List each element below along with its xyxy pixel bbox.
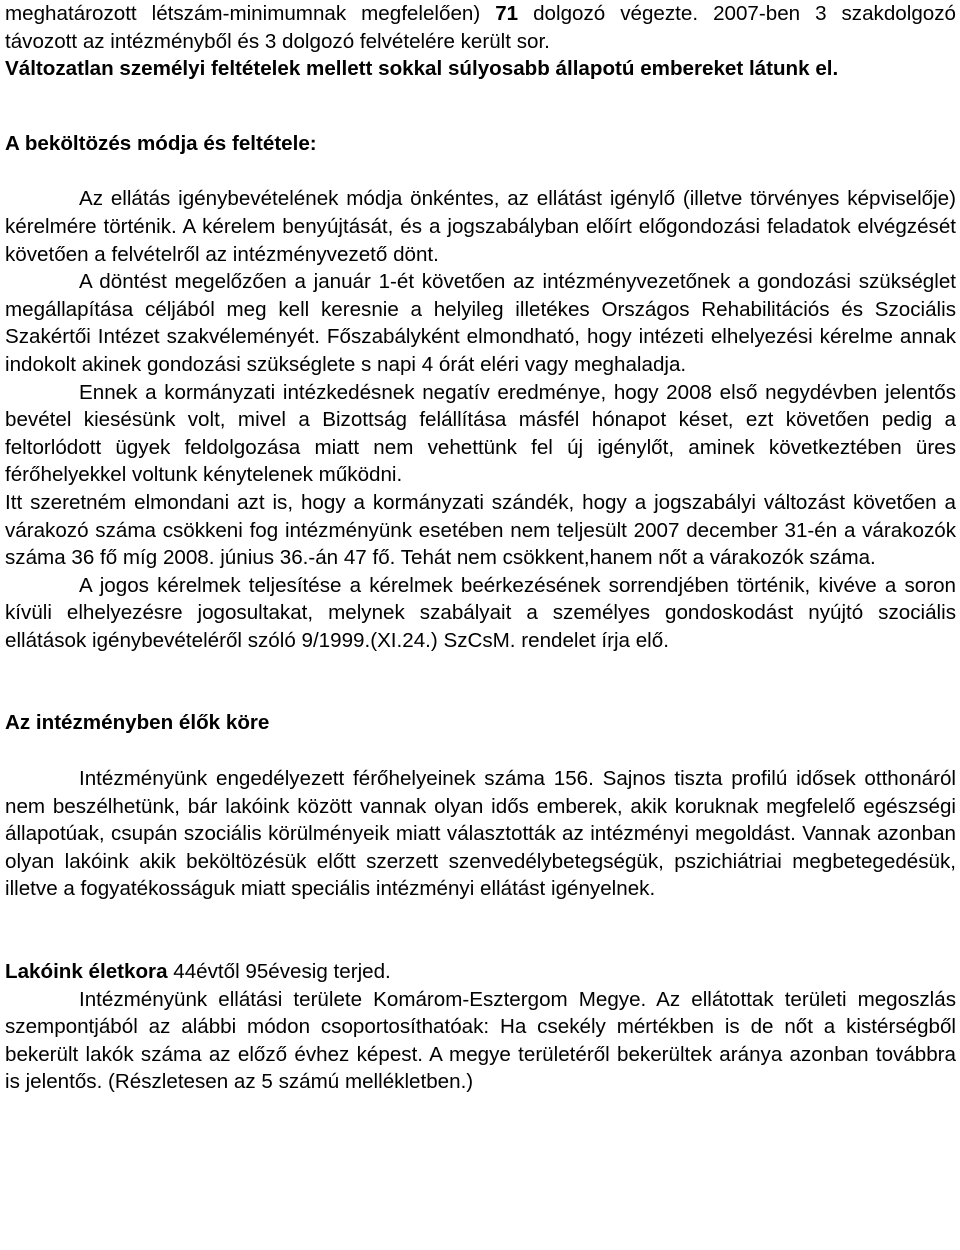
admission-paragraph: A jogos kérelmek teljesítése a kérelmek beérkezésének sorrendjében történik, kivéve a soron kívüli elhelyezésre jogosultakat, melynek szabályait a személyes gondoskodást nyújtó szociális ellátások igénybevételéről szóló 9/1999.(XI.24.) SzCsM. rendelet írja elő. bbox=[5, 573, 956, 652]
intro-paragraph-2: Változatlan személyi feltételek mellett sokkal súlyosabb állapotú embereket látunk el. bbox=[5, 57, 839, 81]
staff-count: 71 bbox=[495, 2, 519, 25]
age-range-line bbox=[5, 958, 956, 986]
intro-paragraph-1 bbox=[5, 0, 956, 55]
admission-paragraph: Az ellátás igénybevételének módja önkéntes, az ellátást igénylő (illetve törvényes képviselője) kérelmére történik. A kérelem benyújtását, és a jogszabályban előírt előgondozási feladatok elvégzését követően a felvételről az intézményvezető dönt. bbox=[5, 187, 956, 266]
admission-paragraph: A döntést megelőzően a január 1-ét követően az intézményvezetőnek a gondozási szükséglet megállapítása céljából meg kell keresnie a helyileg illetékes Országos Rehabilitációs és Szociális Szakértői Intézet szakvéleményét. Főszabályként elmondható, hogy intézeti elhelyezési kérelme annak indokolt akinek gondozási szükséglete s napi 4 órát eléri vagy meghaladja. bbox=[5, 270, 956, 376]
residents-paragraph: Intézményünk engedélyezett férőhelyeinek száma 156. Sajnos tiszta profilú idősek otthonáról nem beszélhetünk, bár lakóink között vannak olyan idős emberek, akik koruknak megfelelő egészségi állapotúak, csupán szociális körülményeik miatt választották az intézményi megoldást. Vannak azonban olyan lakóink akik beköltözésük előtt szerzett szenvedélybetegségük, pszichiátriai megbetegedésük, illetve a fogyatékosságuk miatt speciális intézményi ellátást igényelnek. bbox=[5, 767, 956, 901]
age-label: Lakóink életkora bbox=[5, 960, 168, 984]
service-area-paragraph: Intézményünk ellátási területe Komárom-Esztergom Megye. Az ellátottak területi megoszlás szempontjából az alábbi módon csoportosíthatóak: Ha csekély mértékben is de nőt a kistérségből bekerült lakók száma az előző évhez képest. A megye területéről bekerültek aránya azonban továbbra is jelentős. (Részletesen az 5 számú mellékletben.) bbox=[5, 987, 956, 1094]
section-heading-admission: A beköltözés módja és feltétele: bbox=[5, 131, 317, 155]
intro-text: meghatározott létszám-minimumnak megfelelően) bbox=[5, 2, 496, 25]
admission-paragraph: Ennek a kormányzati intézkedésnek negatív eredménye, hogy 2008 első negydévben jelentős bevétel kiesésünk volt, mivel a Bizottság felállítása másfél hónapot késet, ezt követően pedig a feltorlódott ügyek feldolgozása miatt nem vehettünk fel új igénylőt, aminek következtében üres férőhelyekkel voltunk kénytelenek működni. bbox=[5, 380, 956, 487]
age-range-text: 44évtől 95évesig terjed. bbox=[167, 960, 391, 984]
section-heading-residents: Az intézményben élők köre bbox=[5, 711, 270, 735]
admission-paragraph: Itt szeretném elmondani azt is, hogy a kormányzati szándék, hogy a jogszabályi változást követően a várakozó száma csökkeni fog intézményünk esetében nem teljesült 2007 december 31-én a várakozók száma 36 fő míg 2008. június 36.-án 47 fő. Tehát nem csökkent,hanem nőt a várakozók száma. bbox=[5, 490, 956, 570]
intro-text-cont: dolgozó végezte. 2007-ben 3 szakdolgozó távozott az intézményből és 3 dolgozó felvételére került sor. bbox=[5, 2, 956, 53]
